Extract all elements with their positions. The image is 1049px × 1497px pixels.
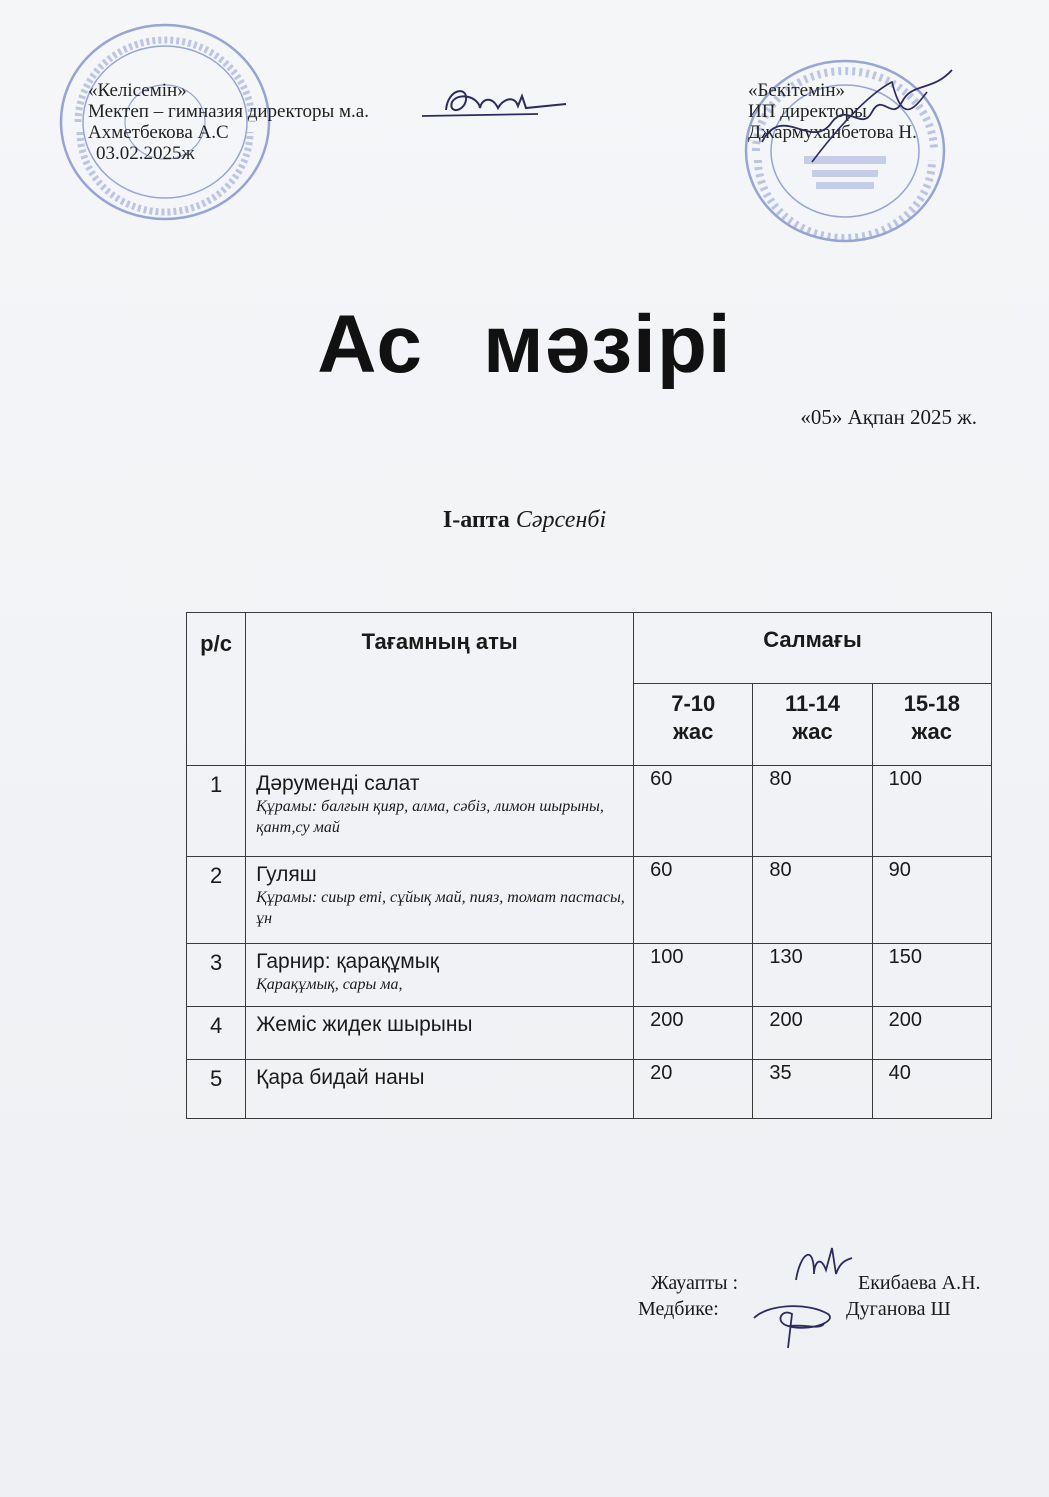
row-number: 5 [187,1060,246,1119]
weight-11-14: 35 [753,1060,872,1119]
week-day: Сәрсенбі [515,507,607,533]
weight-7-10: 60 [634,857,753,944]
dish-cell [246,1060,634,1119]
header-rc: р/с [187,613,246,766]
dish-name: Гарнир: қарақұмық [256,950,439,973]
approval-left-heading: «Келісемін» [88,80,187,101]
row-number: 1 [187,766,246,857]
dish-name: Гуляш [256,863,317,886]
page-title [0,298,1049,392]
table-row [187,857,992,944]
table-row [187,1060,992,1119]
weight-7-10: 100 [634,944,753,1007]
approval-left-position: Мектеп – гимназия директоры м.а. [88,101,369,122]
dish-composition: Қарақұмық, сары ма, [256,976,403,993]
table-row [187,1007,992,1060]
weight-11-14: 130 [753,944,872,1007]
responsible-line [651,1272,738,1295]
header-age-11-14 [753,684,872,766]
menu-date: «05» Ақпан 2025 ж. [800,405,977,429]
weight-15-18: 90 [872,857,991,944]
age-range: 11-14 [784,691,841,717]
table-row [187,766,992,857]
approval-right-position: ИП директоры [748,101,867,122]
weight-11-14: 200 [753,1007,872,1060]
weight-15-18: 200 [872,1007,991,1060]
approval-block-left [88,80,369,164]
weight-11-14: 80 [753,766,872,857]
approval-left-date: 03.02.2025ж [96,143,195,164]
weight-15-18: 150 [872,944,991,1007]
dish-cell [246,1007,634,1060]
approval-left-name: Ахметбекова А.С [88,122,229,143]
nurse-name: Дуганова Ш [846,1298,951,1320]
header-weight: Салмағы [634,613,992,684]
header-age-15-18 [872,684,991,766]
age-range: 7-10 [671,691,716,717]
week-label: І-апта [442,507,510,533]
responsible-label: Жауапты : [651,1272,739,1294]
director-signature [418,78,568,130]
dish-composition: Құрамы: сиыр еті, сұйық май, пияз, томат пастасы, ұн [256,889,625,927]
header-age-7-10 [634,684,753,766]
age-unit: жас [792,719,833,745]
age-unit: жас [911,719,952,745]
weight-15-18: 100 [872,766,991,857]
header-dish-name: Тағамның аты [246,613,634,766]
weight-7-10: 200 [634,1007,753,1060]
responsible-signature [790,1234,856,1294]
dish-name: Қара бидай наны [256,1066,425,1089]
table-header-row [187,613,992,684]
weight-7-10: 60 [634,766,753,857]
dish-name: Жеміс жидек шырыны [256,1013,473,1036]
table-row [187,944,992,1007]
menu-table [186,612,992,1119]
row-number: 4 [187,1007,246,1060]
dish-composition: Құрамы: балғын қияр, алма, сәбіз, лимон шырыны, қант,су май [256,798,604,836]
age-range: 15-18 [903,691,960,717]
dish-cell [246,766,634,857]
nurse-label: Медбике: [638,1298,719,1320]
approver-signature [752,62,972,174]
nurse-line [638,1298,719,1321]
weight-11-14: 80 [753,857,872,944]
title-word-1: Ас [317,299,424,390]
nurse-signature [748,1296,844,1352]
age-unit: жас [673,719,714,745]
dish-name: Дәруменді салат [256,772,420,795]
weight-7-10: 20 [634,1060,753,1119]
row-number: 3 [187,944,246,1007]
weight-15-18: 40 [872,1060,991,1119]
approval-right-name: Джармуханбетова Н. [748,122,917,143]
row-number: 2 [187,857,246,944]
dish-cell [246,857,634,944]
dish-cell [246,944,634,1007]
week-day-heading [0,507,1049,534]
approval-right-heading: «Бекітемін» [748,80,846,101]
title-word-2: мәзірі [483,299,732,390]
responsible-name: Екибаева А.Н. [858,1272,981,1294]
